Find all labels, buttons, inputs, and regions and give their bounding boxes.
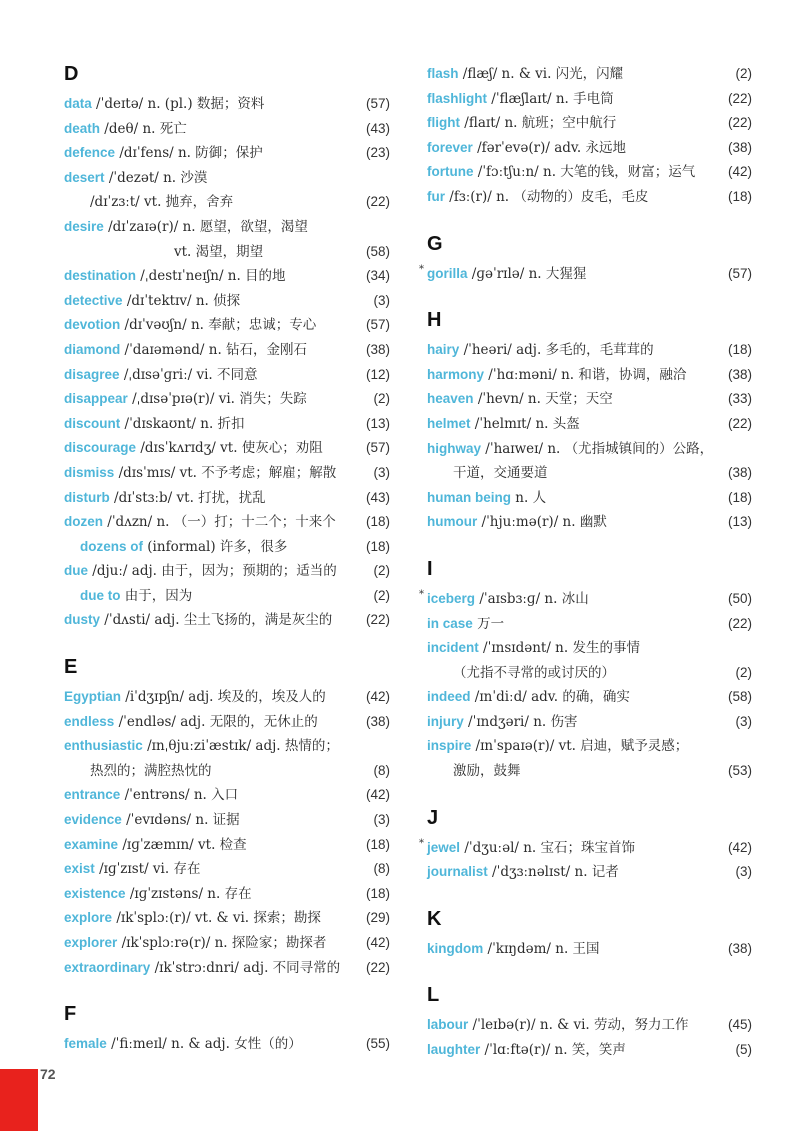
glossary-entry-continuation: [427, 759, 752, 784]
unit-reference: (2): [735, 664, 752, 680]
unit-reference: (42): [727, 164, 752, 180]
headword: dismiss: [64, 464, 115, 480]
unit-reference: (18): [365, 885, 390, 901]
unit-reference: (22): [727, 615, 752, 631]
glossary-entry: [427, 185, 752, 210]
left-column: [64, 58, 390, 1057]
unit-reference: (33): [727, 391, 752, 407]
section-letter: L: [427, 984, 440, 1007]
glossary-entry: [64, 1032, 390, 1057]
definition: 干道，交通要道: [453, 465, 548, 482]
unit-reference: (3): [373, 292, 390, 308]
headword: diamond: [64, 341, 121, 357]
definition: /ɪnˌθjuːziˈæstɪk/ adj. 热情的；: [142, 738, 339, 755]
glossary-entry: [427, 87, 752, 112]
unit-reference: (13): [727, 514, 752, 530]
headword: dozen: [64, 514, 103, 530]
glossary-entry: [427, 338, 752, 363]
definition: /ˈfiːmeɪl/ n. & adj. 女性（的）: [106, 1036, 302, 1053]
glossary-entry: [64, 685, 390, 710]
glossary-entry: [427, 160, 752, 185]
unit-reference: (55): [365, 1036, 390, 1052]
definition: /ˈhelmɪt/ n. 头盔: [470, 415, 580, 432]
definition: /ɪkˈsplɔːrə(r)/ n. 探险家；勘探者: [117, 935, 327, 951]
unit-reference: (23): [365, 145, 390, 161]
definition: /ˈdʌzn/ n. （一）打；十二个；十来个: [103, 514, 336, 531]
headword: gorilla: [427, 265, 468, 281]
glossary-entry: [64, 510, 390, 535]
glossary-entry: [64, 363, 390, 388]
definition: /dɪˈzaɪə(r)/ n. 愿望，欲望，渴望: [103, 218, 308, 235]
glossary-entry: [427, 510, 752, 535]
definition: /ˌdestɪˈneɪʃn/ n. 目的地: [136, 268, 286, 285]
definition: /ɡəˈrɪlə/ n. 大猩猩: [467, 265, 587, 282]
definition: /ˈhɑːməni/ n. 和谐，协调，融洽: [484, 366, 687, 383]
headword: laughter: [427, 1042, 481, 1058]
glossary-entry: [64, 783, 390, 808]
glossary-entry: [427, 685, 752, 710]
headword: disturb: [64, 489, 110, 505]
glossary-entry: [427, 437, 752, 462]
definition: 激励，鼓舞: [453, 763, 521, 780]
headword: helmet: [427, 415, 471, 431]
unit-reference: (3): [373, 464, 390, 480]
section-letter: F: [64, 1003, 77, 1026]
unit-reference: (22): [727, 115, 752, 131]
definition: /ˈkɪŋdəm/ n. 王国: [483, 940, 600, 957]
unit-reference: (3): [735, 864, 752, 880]
headword: discount: [64, 415, 121, 431]
definition: /ˈhjuːmə(r)/ n. 幽默: [477, 514, 607, 531]
section-letter: I: [427, 557, 433, 580]
glossary-entry: [64, 956, 390, 981]
unit-reference: (42): [365, 787, 390, 803]
definition: /ˈdezət/ n. 沙漠: [104, 169, 208, 186]
definition: /ɪɡˈzɪstəns/ n. 存在: [125, 885, 252, 902]
unit-reference: (53): [727, 763, 752, 779]
glossary-entry: [64, 461, 390, 486]
headword: desert: [64, 169, 105, 185]
unit-reference: (18): [365, 836, 390, 852]
headword: flashlight: [427, 90, 487, 106]
glossary-entry: [64, 92, 390, 117]
glossary-entry: [64, 931, 390, 956]
headword: death: [64, 120, 101, 136]
unit-reference: (43): [365, 120, 390, 136]
definition: /dɪsˈkʌrɪdʒ/ vt. 使灰心；劝阻: [136, 440, 323, 457]
glossary-entry: [64, 486, 390, 511]
headword: humour: [427, 514, 478, 530]
unit-reference: (38): [727, 366, 752, 382]
definition: /ˈlɑːftə(r)/ n. 笑，笑声: [480, 1042, 626, 1059]
definition: /flaɪt/ n. 航班；空中航行: [460, 115, 617, 132]
definition: /ˈdeɪtə/ n. (pl.) 数据；资料: [91, 96, 265, 112]
glossary-entry: [419, 836, 752, 861]
glossary-entry: [419, 587, 752, 612]
unit-reference: (22): [727, 90, 752, 106]
glossary-entry: [64, 117, 390, 142]
headword: in case: [427, 615, 473, 631]
headword: flash: [427, 66, 459, 81]
definition: /ˈfɔːtʃuːn/ n. 大笔的钱，财富；运气: [473, 164, 696, 181]
definition: /ˈhaɪweɪ/ n. （尤指城镇间的）公路，: [481, 440, 714, 457]
glossary-entry: [64, 264, 390, 289]
glossary-entry: [427, 612, 752, 637]
unit-reference: (18): [365, 538, 390, 554]
glossary-entry: [64, 313, 390, 338]
headword: explore: [64, 910, 113, 926]
definition: /ˈdʌsti/ adj. 尘土飞扬的，满是灰尘的: [100, 612, 333, 629]
headword: data: [64, 96, 92, 111]
unit-reference: (34): [365, 268, 390, 284]
unit-reference: (57): [727, 265, 752, 281]
definition: /ɪkˈstrɔːdnri/ adj. 不同寻常的: [150, 959, 341, 976]
unit-reference: (22): [365, 959, 390, 975]
unit-reference: (8): [373, 861, 390, 877]
glossary-entry: [64, 608, 390, 633]
definition: /ˈentrəns/ n. 入口: [120, 787, 239, 804]
unit-reference: (57): [365, 440, 390, 456]
unit-reference: (22): [365, 612, 390, 628]
definition: 由于，因为: [120, 587, 193, 604]
definition: /ˌdɪsəˈpɪə(r)/ vi. 消失；失踪: [127, 391, 307, 408]
unit-reference: (50): [727, 590, 752, 606]
glossary-entry: [427, 710, 752, 735]
headword: harmony: [427, 366, 485, 382]
headword: fortune: [427, 164, 474, 180]
headword: exist: [64, 861, 95, 877]
unit-reference: (2): [373, 563, 390, 579]
glossary-entry: [427, 636, 752, 661]
unit-reference: (8): [373, 762, 390, 778]
headword: journalist: [427, 864, 488, 880]
unit-reference: (2): [373, 587, 390, 603]
definition: /ɪkˈsplɔː(r)/ vt. & vi. 探索；勘探: [112, 910, 321, 927]
headword: iceberg: [427, 590, 476, 606]
headword: Egyptian: [64, 689, 122, 705]
headword: devotion: [64, 317, 121, 333]
glossary-entry: [64, 710, 390, 735]
headword: inspire: [427, 738, 472, 754]
definition: /fərˈevə(r)/ adv. 永远地: [472, 139, 627, 156]
glossary-entry-continuation: [427, 461, 752, 486]
definition: /flæʃ/ n. & vi. 闪光，闪耀: [458, 66, 624, 82]
unit-reference: (13): [365, 415, 390, 431]
definition: /ˈdʒɜːnəlɪst/ n. 记者: [487, 864, 619, 881]
definition: /iˈdʒɪpʃn/ adj. 埃及的，埃及人的: [121, 689, 326, 706]
glossary-entry: [427, 1038, 752, 1063]
glossary-entry: [64, 808, 390, 833]
unit-reference: (2): [735, 66, 752, 81]
glossary-entry: [427, 486, 752, 511]
headword: incident: [427, 640, 479, 656]
glossary-subentry: [64, 535, 390, 560]
section-letter: J: [427, 806, 439, 829]
glossary-entry: [427, 412, 752, 437]
definition: /ˈdaɪəmənd/ n. 钻石，金刚石: [120, 341, 308, 358]
unit-reference: (38): [727, 940, 752, 956]
headword: endless: [64, 713, 115, 729]
glossary-entry: [64, 882, 390, 907]
headword: evidence: [64, 812, 122, 828]
headword: due to: [80, 587, 121, 603]
unit-reference: (38): [365, 341, 390, 357]
unit-reference: (22): [727, 415, 752, 431]
glossary-entry: [427, 363, 752, 388]
unit-reference: (57): [365, 317, 390, 333]
unit-reference: (18): [727, 489, 752, 505]
definition: /fɜː(r)/ n. （动物的）皮毛，毛皮: [445, 188, 649, 205]
headword: kingdom: [427, 940, 484, 956]
headword: injury: [427, 713, 464, 729]
unit-reference: (45): [727, 1017, 752, 1033]
glossary-entry: [427, 62, 752, 87]
headword: destination: [64, 268, 137, 284]
definition: /ˈhevn/ n. 天堂；天空: [473, 391, 613, 408]
definition: /dɪsˈmɪs/ vt. 不予考虑；解雇；解散: [114, 464, 337, 481]
headword: fur: [427, 188, 445, 204]
unit-reference: (38): [727, 465, 752, 481]
unit-reference: (29): [365, 910, 390, 926]
glossary-entry: [419, 262, 752, 287]
glossary-entry: [427, 111, 752, 136]
definition: /dɪˈfens/ n. 防御；保护: [115, 145, 263, 162]
glossary-entry: [427, 136, 752, 161]
headword: dozens of: [80, 538, 143, 554]
section-letter: E: [64, 656, 78, 679]
headword: heaven: [427, 391, 474, 407]
glossary-entry-continuation: [64, 190, 390, 215]
glossary-entry: [64, 166, 390, 191]
unit-reference: (42): [727, 839, 752, 855]
glossary-entry: [64, 857, 390, 882]
unit-reference: (18): [727, 342, 752, 358]
glossary-entry: [64, 734, 390, 759]
definition: /ˈheəri/ adj. 多毛的，毛茸茸的: [459, 342, 654, 359]
unit-reference: (18): [727, 188, 752, 204]
glossary-entry: [64, 412, 390, 437]
unit-reference: (43): [365, 489, 390, 505]
definition: /ɪnˈspaɪə(r)/ vt. 启迪，赋予灵感；: [471, 738, 689, 755]
unit-reference: (3): [373, 812, 390, 828]
glossary-entry: [64, 387, 390, 412]
headword: jewel: [427, 839, 461, 855]
headword: existence: [64, 885, 126, 901]
headword: disagree: [64, 366, 120, 382]
right-column: [419, 62, 752, 1063]
section-letter: K: [427, 907, 442, 930]
glossary-entry: [64, 906, 390, 931]
headword: dusty: [64, 612, 101, 628]
glossary-entry: [64, 559, 390, 584]
unit-reference: (3): [735, 713, 752, 729]
definition: /djuː/ adj. 由于，因为；预期的；适当的: [88, 563, 337, 580]
asterisk-mark: *: [419, 263, 424, 275]
unit-reference: (42): [365, 689, 390, 705]
definition: /ɪnˈdiːd/ adv. 的确，确实: [470, 689, 630, 706]
headword: explorer: [64, 935, 118, 950]
headword: hairy: [427, 342, 460, 358]
definition: /dɪˈzɜːt/ vt. 抛弃，舍弃: [90, 194, 234, 211]
glossary-entry: [64, 436, 390, 461]
glossary-entry: [64, 141, 390, 166]
unit-reference: (58): [365, 243, 390, 259]
glossary-entry-continuation: [64, 759, 390, 784]
glossary-entry-continuation: [64, 240, 390, 265]
page-number: 72: [40, 1066, 56, 1082]
unit-reference: (38): [727, 139, 752, 155]
definition: /ˈdɪskaʊnt/ n. 折扣: [120, 415, 245, 432]
section-letter: H: [427, 309, 442, 332]
glossary-entry: [427, 1013, 752, 1038]
unit-reference: (2): [373, 391, 390, 407]
headword: defence: [64, 145, 116, 161]
glossary-entry: [64, 338, 390, 363]
definition: /ˈleɪbə(r)/ n. & vi. 劳动，努力工作: [468, 1017, 689, 1034]
definition: vt. 渴望，期望: [174, 243, 264, 260]
definition: （尤指不寻常的或讨厌的）: [453, 664, 615, 681]
headword: highway: [427, 440, 482, 456]
definition: /ˈflæʃlaɪt/ n. 手电筒: [487, 90, 614, 107]
definition: /ɪɡˈzɪst/ vi. 存在: [94, 861, 201, 878]
unit-reference: (58): [727, 689, 752, 705]
definition: /dɪˈtektɪv/ n. 侦探: [122, 292, 241, 309]
section-letter: D: [64, 63, 79, 85]
glossary-entry: [427, 387, 752, 412]
unit-reference: (38): [365, 713, 390, 729]
glossary-entry: [427, 937, 752, 962]
glossary-entry: [64, 215, 390, 240]
headword: discourage: [64, 440, 137, 456]
glossary-subentry: [64, 584, 390, 609]
definition: /ˈevɪdəns/ n. 证据: [121, 812, 240, 829]
definition: /ˌdɪsəˈɡriː/ vi. 不同意: [119, 366, 258, 383]
headword: due: [64, 563, 89, 579]
definition: /dɪˈstɜːb/ vt. 打扰，扰乱: [109, 489, 266, 506]
definition: /dɪˈvəʊʃn/ n. 奉献；忠诚；专心: [120, 317, 317, 334]
headword: examine: [64, 836, 119, 852]
section-letter: G: [427, 232, 443, 255]
definition: /ˈdʒuːəl/ n. 宝石；珠宝首饰: [460, 839, 636, 856]
unit-reference: (57): [365, 96, 390, 111]
asterisk-mark: *: [419, 588, 424, 600]
headword: indeed: [427, 689, 471, 705]
unit-reference: (12): [365, 366, 390, 382]
definition: /ɪɡˈzæmɪn/ vt. 检查: [118, 836, 247, 853]
definition: /ˈɪnsɪdənt/ n. 发生的事情: [478, 640, 640, 657]
page-number-tab: [0, 1069, 38, 1131]
definition: /deθ/ n. 死亡: [100, 120, 187, 137]
definition: (informal) 许多，很多: [143, 538, 288, 555]
definition: /ˈendləs/ adj. 无限的，无休止的: [114, 713, 318, 730]
headword: desire: [64, 218, 104, 234]
definition: /ˈaɪsbɜːɡ/ n. 冰山: [475, 590, 589, 607]
headword: female: [64, 1036, 107, 1052]
headword: extraordinary: [64, 959, 151, 975]
glossary-entry: [427, 734, 752, 759]
headword: labour: [427, 1017, 469, 1033]
headword: enthusiastic: [64, 738, 143, 754]
asterisk-mark: *: [419, 837, 424, 849]
glossary-entry: [427, 860, 752, 885]
headword: forever: [427, 139, 473, 155]
unit-reference: (42): [365, 935, 390, 950]
glossary-entry-continuation: [427, 661, 752, 686]
headword: disappear: [64, 391, 128, 407]
glossary-entry: [64, 289, 390, 314]
headword: human being: [427, 489, 511, 505]
glossary-entry: [64, 833, 390, 858]
headword: entrance: [64, 787, 121, 803]
unit-reference: (18): [365, 514, 390, 530]
unit-reference: (22): [365, 194, 390, 210]
definition: 万一: [472, 615, 505, 632]
headword: flight: [427, 115, 460, 131]
headword: detective: [64, 292, 123, 308]
definition: 热烈的；满腔热忱的: [90, 762, 212, 779]
definition: n. 人: [511, 489, 547, 506]
unit-reference: (5): [735, 1042, 752, 1058]
definition: /ˈɪndʒəri/ n. 伤害: [463, 713, 578, 730]
